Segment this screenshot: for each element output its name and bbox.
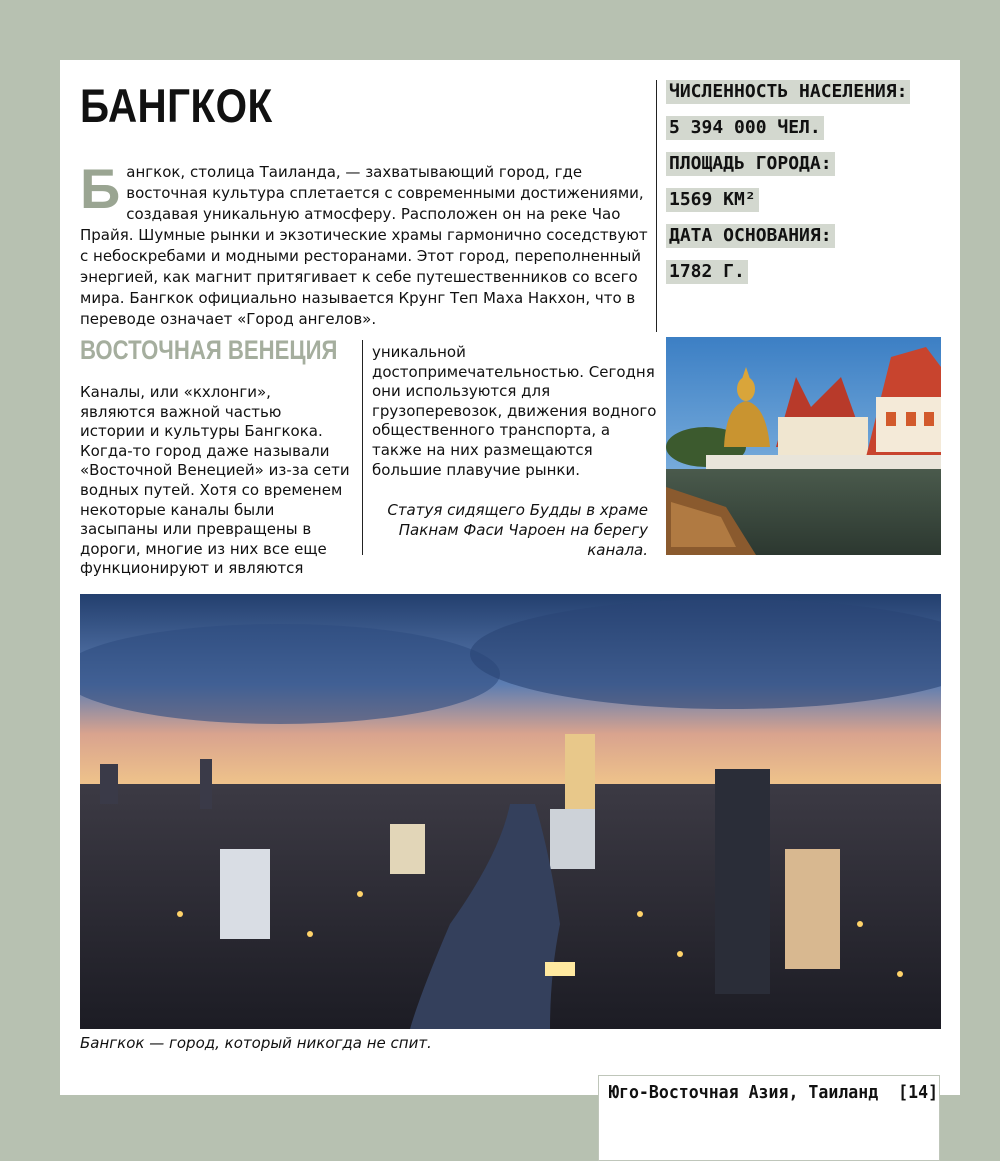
footer-label [609, 1082, 938, 1103]
facts-panel [666, 80, 910, 296]
column-divider [362, 340, 363, 555]
drop-cap: Б [80, 157, 121, 220]
temple-caption: Статуя сидящего Будды в храме Пакнам Фаси Чароен на берегу канала. [387, 501, 648, 559]
area-label: ПЛОЩАДЬ ГОРОДА: [666, 152, 835, 176]
founded-label: ДАТА ОСНОВАНИЯ: [666, 224, 835, 248]
population-value: 5 394 000 ЧЕЛ. [666, 116, 824, 140]
intro-paragraph [80, 157, 650, 330]
page-footer [598, 1075, 940, 1161]
area-value: 1569 КМ² [666, 188, 759, 212]
footer-region: Юго-Восточная Азия, Таиланд [609, 1082, 879, 1103]
city-caption: Бангкок — город, который никогда не спит. [80, 1034, 432, 1052]
temple-photo [666, 337, 941, 555]
section-column-2: уникальной достопримечательностью. Сегодня они используются для грузоперевозок, движения водного общественного транспорта, а также на них размещаются большие плавучие рынки. [372, 343, 657, 479]
founded-value: 1782 Г. [666, 260, 748, 284]
facts-divider [656, 80, 657, 332]
magazine-page [60, 60, 960, 1095]
section-title: ВОСТОЧНАЯ ВЕНЕЦИЯ [80, 335, 338, 365]
city-photo [80, 594, 941, 1029]
intro-text: ангкок, столица Таиланда, — захватывающий город, где восточная культура сплетается с современными достижениями, создавая уникальную атмосферу. Расположен он на реке Чао Прайя. Шумные рынки и экзотические храмы гармонично соседствуют с небоскребами и модными ресторанами. Этот город, переполненный энергией, как магнит притягивает к себе путешественников со всего мира. Бангкок официально называется Крунг Теп Маха Накхон, что в переводе означает «Город ангелов». [80, 163, 648, 328]
section-column-1: Каналы, или «кхлонги», являются важной частью истории и культуры Бангкока. Когда-то город даже называли «Восточной Венецией» из-за сети водных путей. Хотя со временем некоторые каналы были засыпаны или превращены в дороги, многие из них все еще функционируют и являются [80, 383, 350, 578]
population-label: ЧИСЛЕННОСТЬ НАСЕЛЕНИЯ: [666, 80, 910, 104]
page-number: [14] [898, 1082, 939, 1103]
page-title: БАНГКОК [80, 79, 273, 132]
